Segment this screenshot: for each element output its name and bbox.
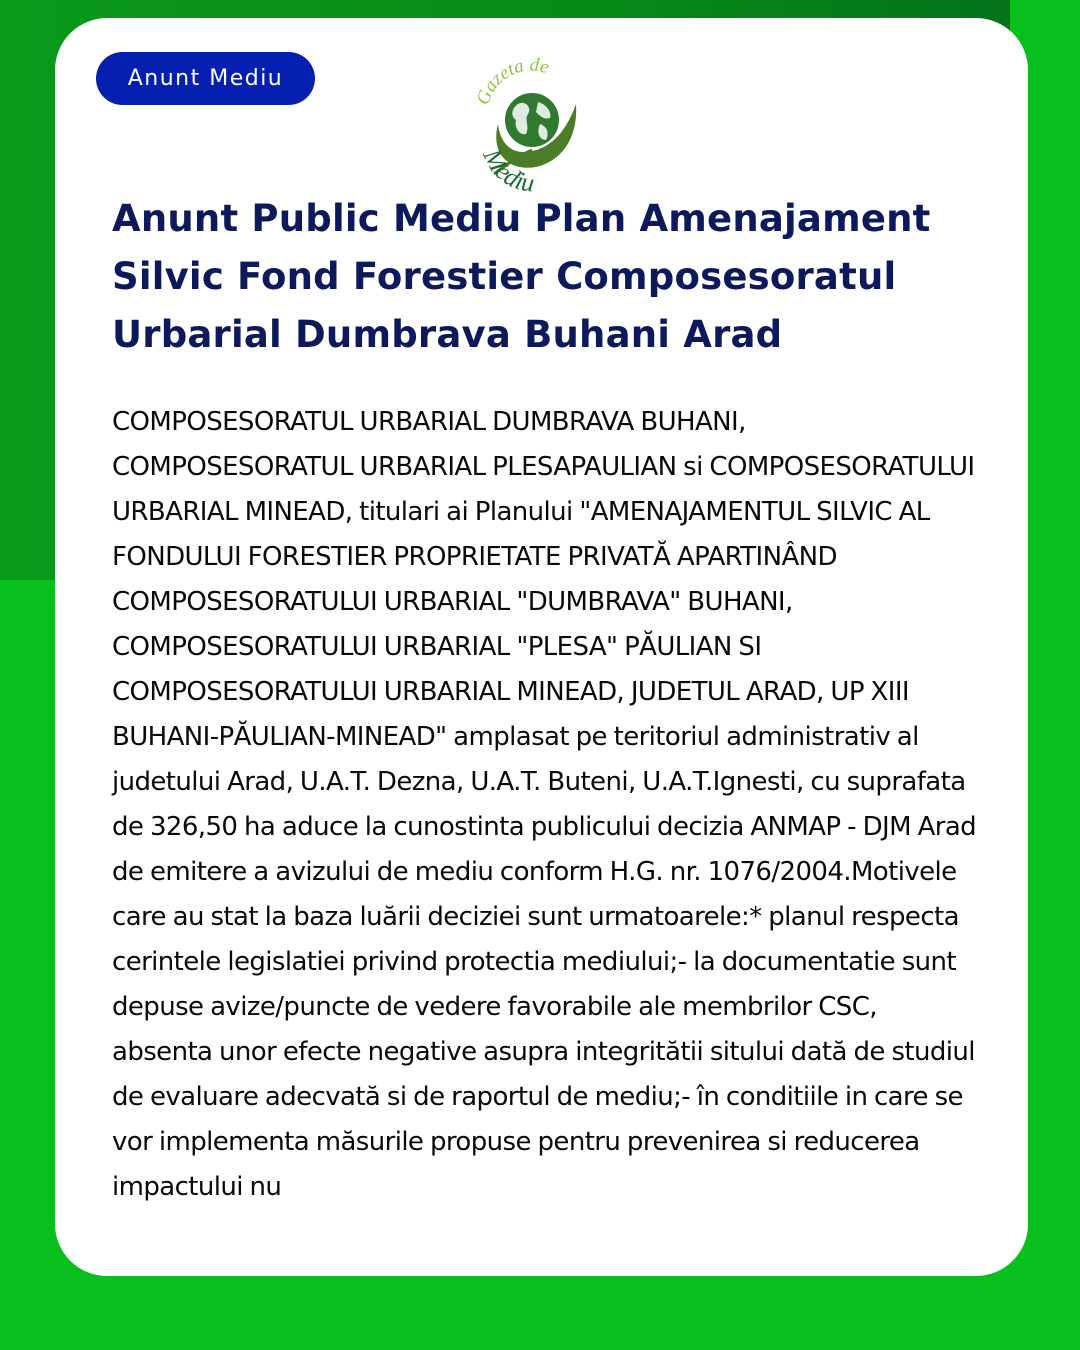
- globe-leaf-icon: [470, 54, 590, 194]
- svg-text:Gazeta de: Gazeta de: [472, 54, 552, 108]
- article-body: COMPOSESORATUL URBARIAL DUMBRAVA BUHANI, COMPOSESORATUL URBARIAL PLESAPAULIAN si COMPOSESORATULUI URBARIAL MINEAD, titulari ai Planului "AMENAJAMENTUL SILVIC AL FONDULUI FORESTIER PROPRIETATE PRIVATĂ APARTINÂND COMPOSESORATULUI URBARIAL "DUMBRAVA" BUHANI, COMPOSESORATULUI URBARIAL "PLESA" PĂULIAN SI COMPOSESORATULUI URBARIAL MINEAD, JUDETUL ARAD, UP XIII BUHANI-PĂULIAN-MINEAD" amplasat pe teritoriul administrativ al judetului Arad, U.A.T. Dezna, U.A.T. Buteni, U.A.T.Ignesti, cu suprafata de 326,50 ha aduce la cunostinta publicului decizia ANMAP - DJM Arad de emitere a avizului de mediu conform H.G. nr. 1076/2004.Motivele care au stat la baza luării deciziei sunt urmatoarele:* planul respecta cerintele legislatiei privind protectia mediului;- la documentatie sunt depuse avize/puncte de vedere favorabile ale membrilor CSC, absenta unor efecte negative asupra integritătii sitului dată de studiul de evaluare adecvată si de raportul de mediu;- în conditiile in care se vor implementa măsurile propuse pentru prevenirea si reducerea impactului nu: [112, 407, 977, 1202]
- page-title: Anunt Public Mediu Plan Amenajament Silvic Fond Forestier Composesoratul Urbarial Dumbrava Buhani Arad: [112, 197, 931, 356]
- announcement-card: [55, 18, 1028, 1276]
- category-badge-label: Anunt Mediu: [127, 66, 284, 91]
- svg-text:Mediu: Mediu: [477, 143, 536, 194]
- category-badge[interactable]: [96, 52, 315, 105]
- gazeta-de-mediu-logo: [470, 54, 590, 194]
